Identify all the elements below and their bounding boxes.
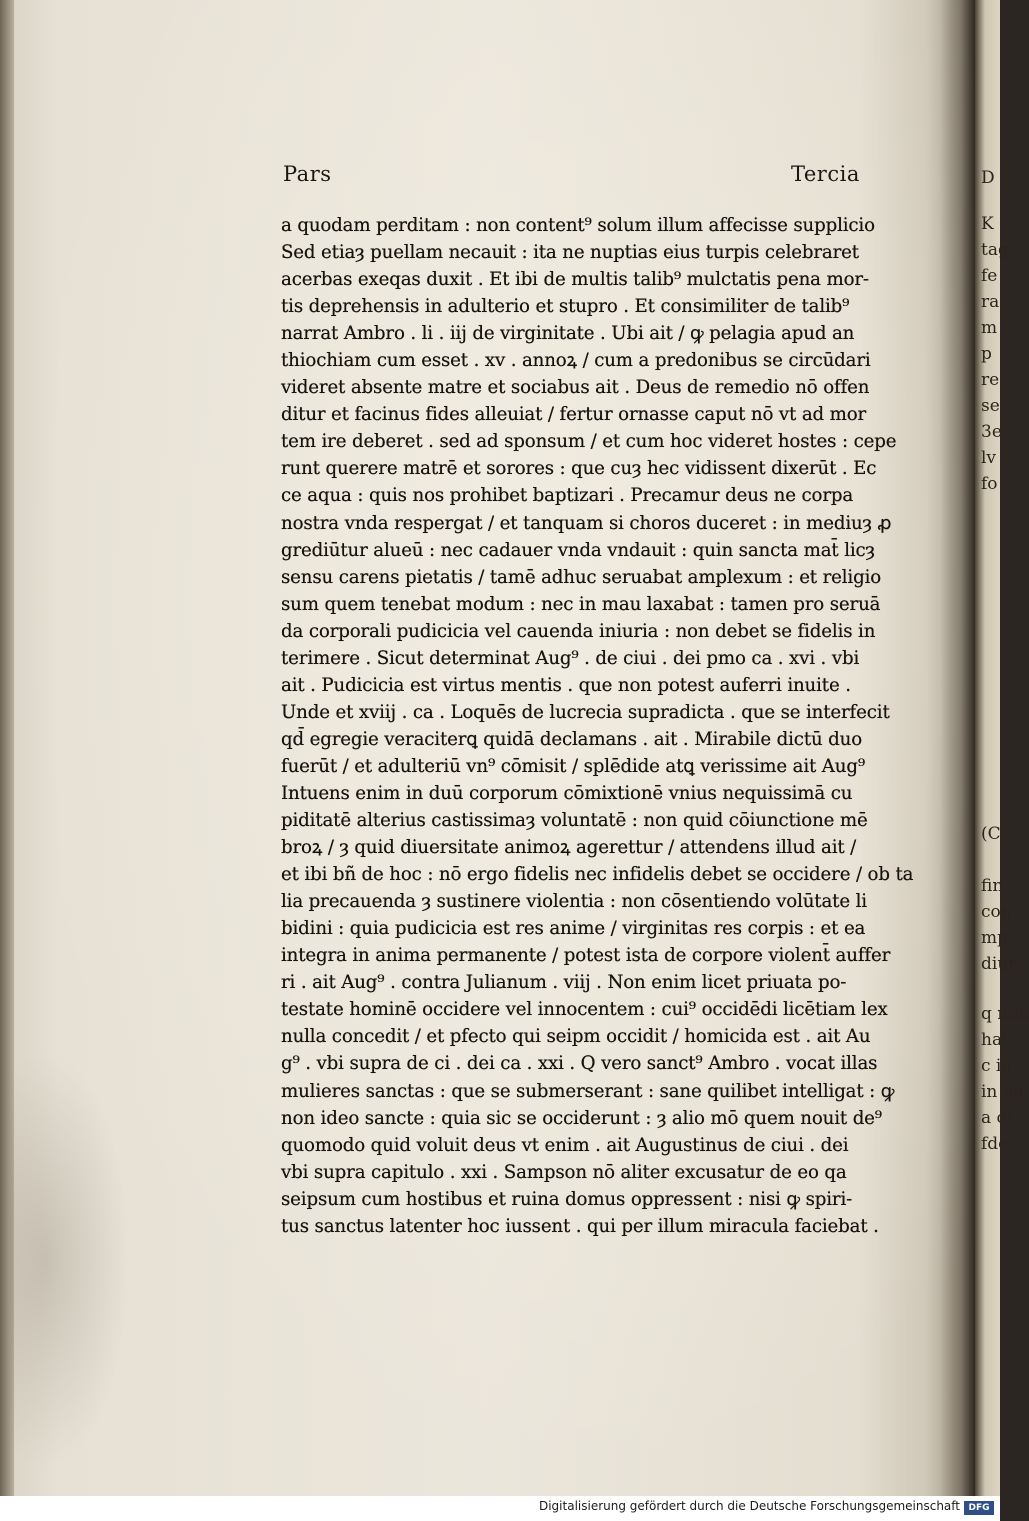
text-line: Intuens enim in duū corporum cōmixtionē vnius nequissimā cu: [281, 782, 853, 804]
paper-stain: [10, 1050, 130, 1470]
text-line: piditatē alterius castissimaȝ voluntatē : non quid cōiunctione mē: [281, 810, 868, 832]
text-line: a quodam perditam : non content⁹ solum illum affecisse supplicio: [281, 215, 875, 236]
facing-text-fragment: c ig: [981, 1056, 1013, 1076]
text-line: et ibi bñ de hoc : nō ergo fidelis nec infidelis debet se occidere / ob ta: [281, 864, 914, 886]
running-head-left: Pars: [283, 162, 332, 186]
text-line: tis deprehensis in adulterio et stupro . Et consimiliter de talib⁹: [281, 296, 850, 318]
text-line: terimere . Sicut determinat Aug⁹ . de ciui . dei pmo ca . xvi . vbi: [281, 647, 860, 669]
facing-text-fragment: in ha: [981, 1082, 1024, 1102]
text-line: fuerūt / et adulteriū vn⁹ cōmisit / splēdide atꝗ verissime ait Aug⁹: [281, 755, 865, 777]
facing-text-fragment: hat: [981, 1030, 1009, 1050]
text-line: ri . ait Aug⁹ . contra Julianum . viij . Non enim licet priuata po-: [281, 972, 847, 994]
text-line: ait . Pudicicia est virtus mentis . que non potest auferri inuite .: [281, 674, 851, 696]
text-line: seipsum cum hostibus et ruina domus oppressent : nisi ꝙ spiri-: [281, 1188, 853, 1210]
facing-text-fragment: diur: [981, 954, 1017, 974]
text-line: non ideo sancte : quia sic se occiderunt : ȝ alio mō quem nouit de⁹: [281, 1107, 882, 1129]
facing-text-fragment: m: [981, 318, 998, 338]
text-line: ce aqua : quis nos prohibet baptizari . Precamur deus ne corpa: [281, 485, 854, 507]
text-line: runt querere matrē et sorores : que cuȝ hec vidissent dixerūt . Ec: [281, 458, 877, 480]
text-line: Unde et xviij . ca . Loquēs de lucrecia supradicta . que se interfecit: [281, 701, 890, 723]
facing-text-fragment: ra: [981, 292, 1000, 312]
text-line: vbi supra capitulo . xxi . Sampson nō aliter excusatur de eo qa: [281, 1161, 847, 1183]
text-line: Sed etiaȝ puellam necauit : ita ne nuptias eius turpis celebraret: [281, 242, 859, 264]
facing-text-fragment: a oi: [981, 1108, 1013, 1128]
text-line: g⁹ . vbi supra de ci . dei ca . xxi . Q vero sanct⁹ Ambro . vocat illas: [281, 1053, 878, 1075]
text-line: grediūtur alueū : nec cadauer vnda vndauit : quin sancta mat̄ licȝ: [281, 539, 875, 561]
facing-text-fragment: K: [981, 214, 994, 234]
text-line: tus sanctus latenter hoc iussent . qui per illum miracula faciebat .: [281, 1215, 879, 1237]
dfg-logo: DFG: [964, 1501, 994, 1515]
text-line: acerbas exeqas duxit . Et ibi de multis talib⁹ mulctatis pena mor-: [281, 269, 869, 291]
facing-text-fragment: tag: [981, 240, 1009, 260]
facing-page-edge: [975, 0, 1029, 1496]
facing-text-fragment: D: [981, 168, 995, 188]
text-line: lia precauenda ȝ sustinere violentia : non cōsentiendo volūtate li: [281, 891, 867, 913]
text-line: ditur et facinus fides alleuiat / fertur ornasse caput nō vt ad mor: [281, 404, 867, 426]
text-column: [281, 212, 914, 1240]
text-line: mulieres sanctas : que se submerserant : sane quilibet intelligat : ꝙ: [281, 1080, 895, 1102]
facing-text-fragment: p: [981, 344, 992, 364]
footer-bar: [0, 1496, 1000, 1521]
facing-text-fragment: con: [981, 902, 1012, 922]
gutter-shadow: [940, 0, 975, 1496]
facing-text-fragment: (C: [981, 824, 1001, 844]
text-line: integra in anima permanente / potest ista de corpore violent̄ auffer: [281, 945, 891, 967]
text-line: videret absente matre et sociabus ait . Deus de remedio nō offen: [281, 377, 870, 399]
facing-text-fragment: mp: [981, 928, 1009, 948]
text-line: testate hominē occidere vel innocentem : cui⁹ occidēdi licētiam lex: [281, 999, 888, 1021]
facing-text-fragment: q non: [981, 1004, 1029, 1024]
facing-text-fragment: lv: [981, 448, 997, 468]
text-line: sum quem tenebat modum : nec in mau laxabat : tamen pro seruā: [281, 593, 881, 615]
text-line: thiochiam cum esset . xv . annoꝝ / cum a predonibus se circūdari: [281, 350, 871, 372]
text-line: nostra vnda respergat / et tanquam si choros duceret : in mediuȝ ꝓ: [281, 512, 892, 534]
text-line: bidini : quia pudicicia est res anime / virginitas res corpis : et ea: [281, 918, 866, 940]
facing-text-fragment: 3e: [981, 422, 1002, 442]
text-line: nulla concedit / et pfecto qui seipm occidit / homicida est . ait Au: [281, 1026, 871, 1048]
text-line: broꝝ / ȝ quid diuersitate animoꝝ agerettur / attendens illud ait /: [281, 837, 857, 859]
text-line: qd̄ egregie veraciterꝗ quidā declamans . ait . Mirabile dictū duo: [281, 728, 863, 750]
facing-text-fragment: fde: [981, 1134, 1009, 1154]
funding-credit: Digitalisierung gefördert durch die Deutsche Forschungsgemeinschaft: [538, 1499, 960, 1513]
text-line: quomodo quid voluit deus vt enim . ait Augustinus de ciui . dei: [281, 1134, 849, 1156]
text-line: narrat Ambro . li . iij de virginitate . Ubi ait / ꝙ pelagia apud an: [281, 323, 855, 345]
facing-text-fragment: se: [981, 396, 1000, 416]
text-line: sensu carens pietatis / tamē adhuc seruabat amplexum : et religio: [281, 566, 882, 588]
text-line: da corporali pudicicia vel cauenda iniuria : non debet se fidelis in: [281, 620, 876, 642]
running-head-right: Tercia: [791, 162, 860, 186]
text-line: tem ire deberet . sed ad sponsum / et cum hoc videret hostes : cepe: [281, 431, 897, 453]
facing-text-fragment: fe: [981, 266, 998, 286]
facing-text-fragment: re: [981, 370, 1000, 390]
facing-text-fragment: fo: [981, 474, 998, 494]
facing-text-fragment: fin: [981, 876, 1004, 896]
